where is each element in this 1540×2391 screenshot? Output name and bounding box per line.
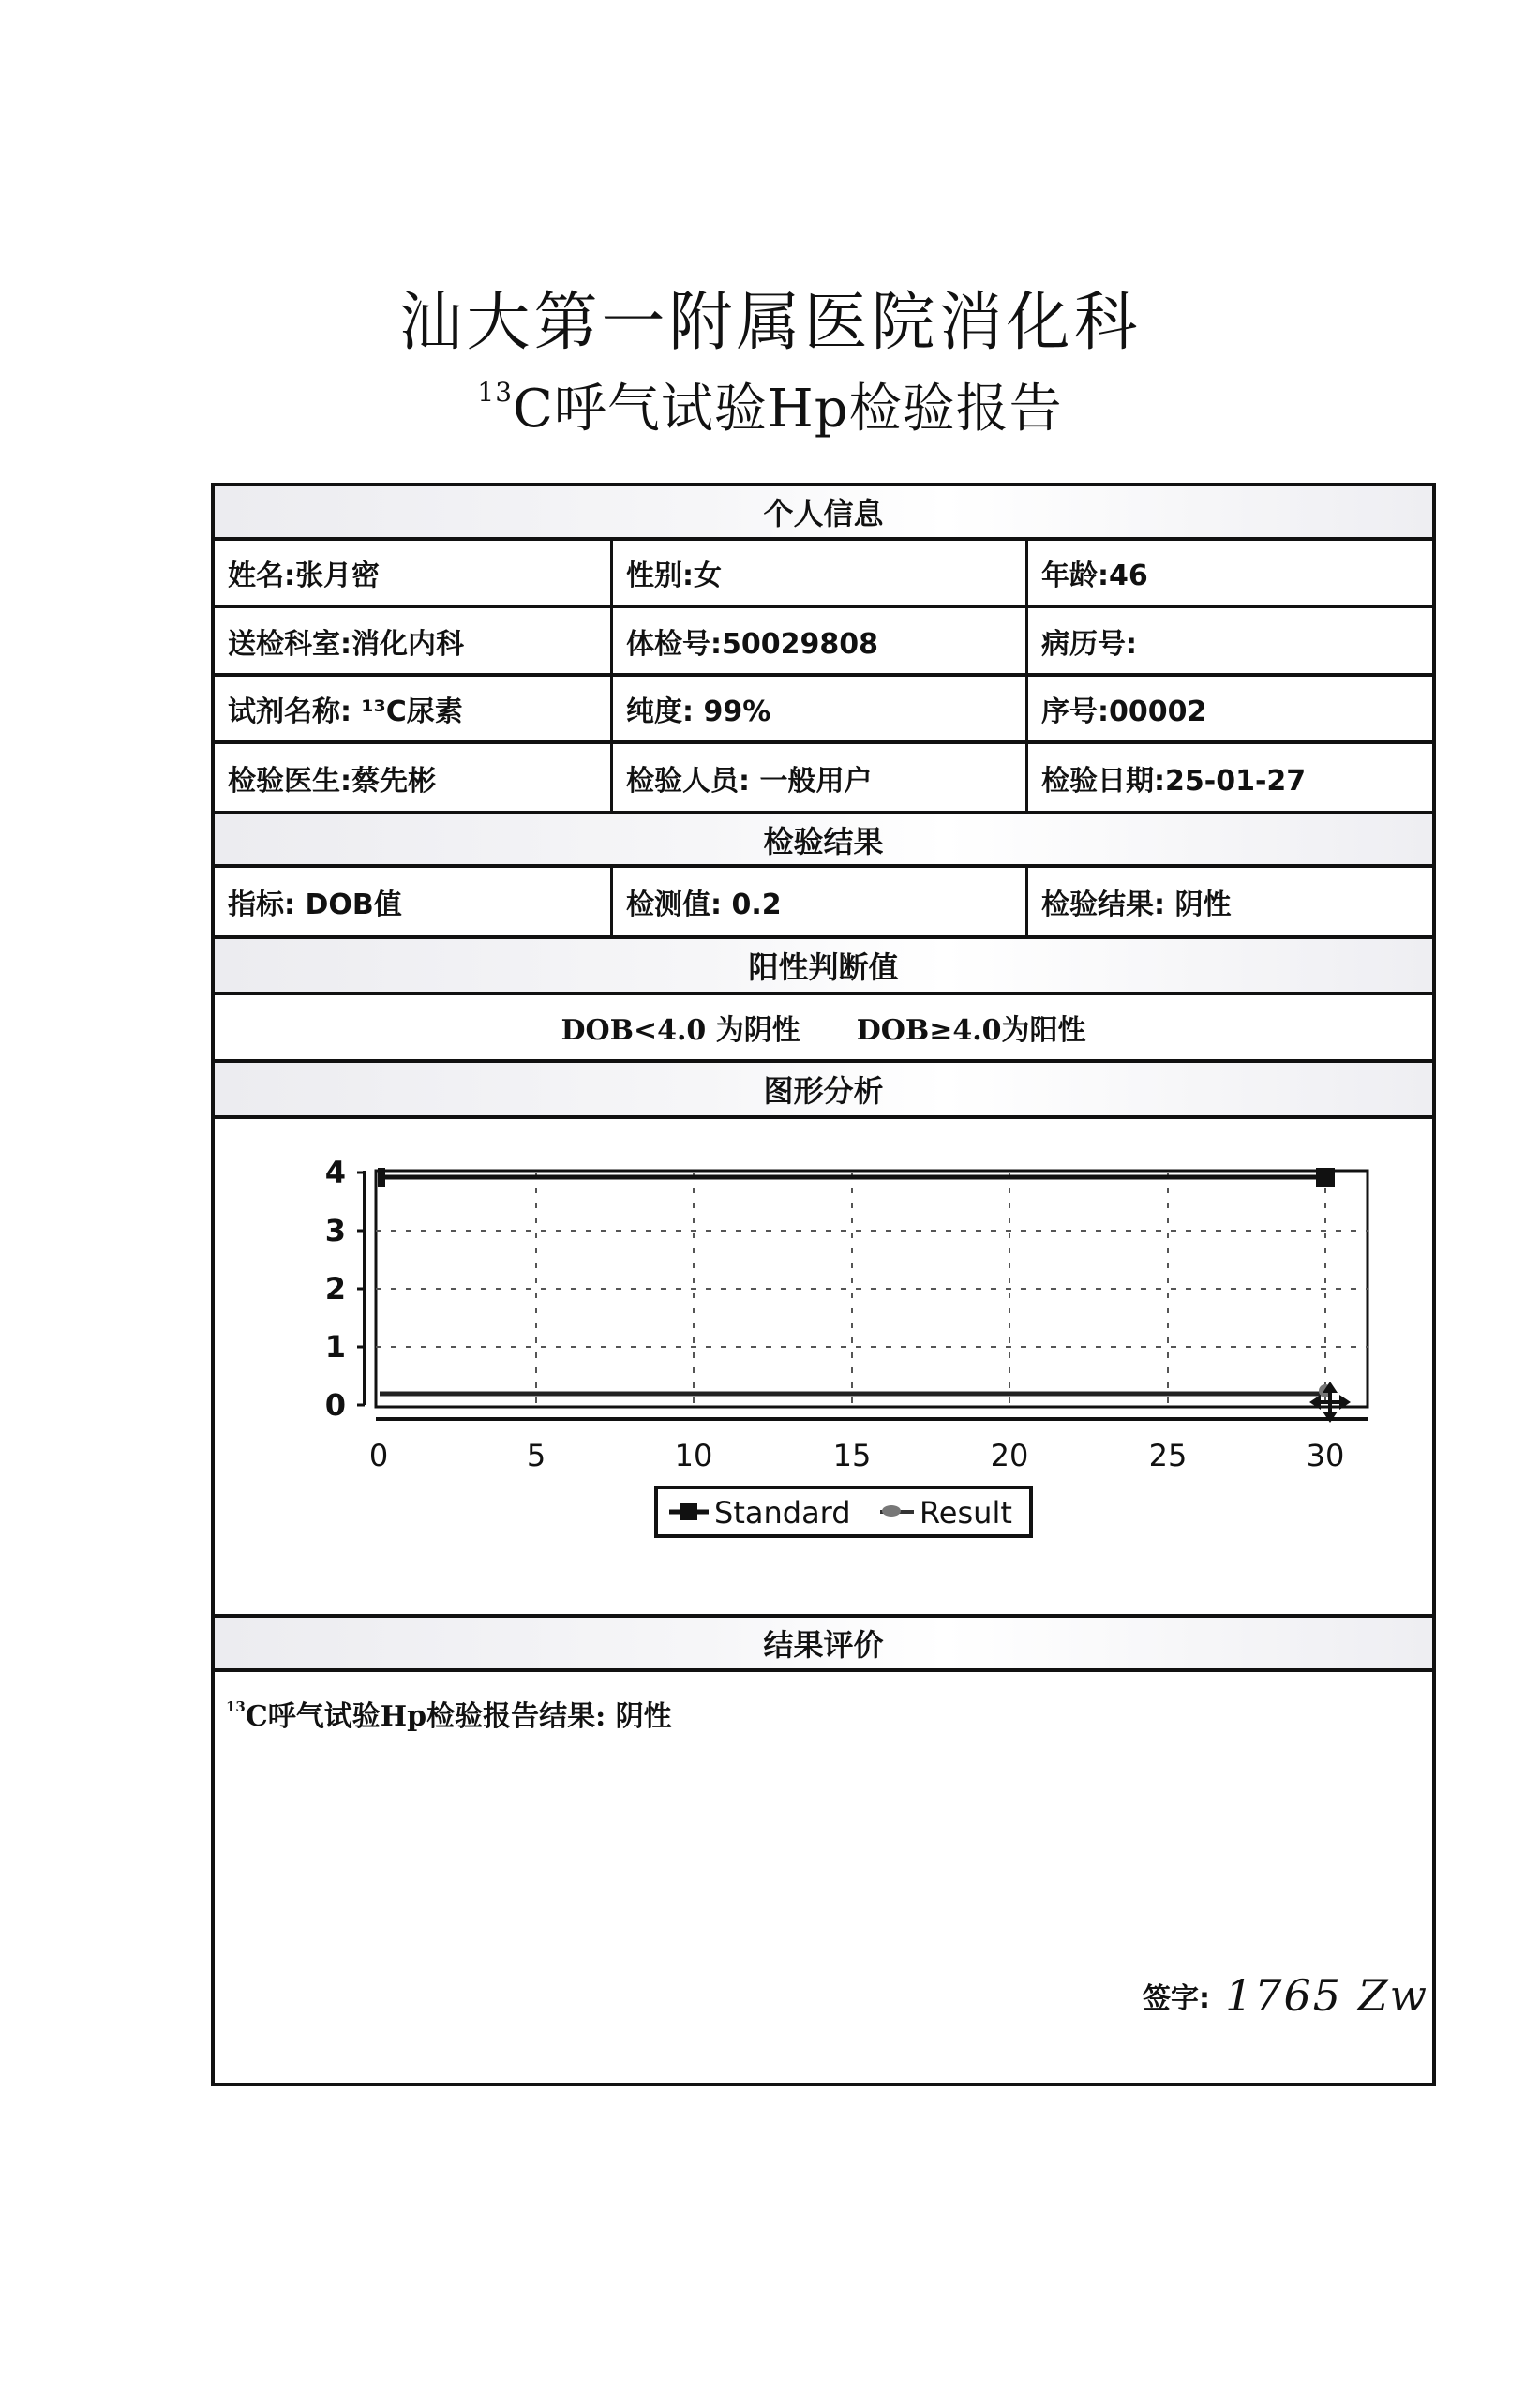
result-field: 检验结果: 阴性 bbox=[1041, 889, 1232, 921]
isotope-superscript: 13 bbox=[226, 1698, 246, 1716]
chart-legend bbox=[656, 1487, 1031, 1536]
evaluation-text bbox=[226, 1693, 672, 1734]
section-title: 结果评价 bbox=[763, 1627, 884, 1663]
isotope-superscript: 13 bbox=[477, 377, 514, 409]
svg-text:30: 30 bbox=[1306, 1438, 1345, 1473]
info-row bbox=[215, 744, 1432, 814]
evaluation-conclusion: C呼气试验Hp检验报告结果: 阴性 bbox=[245, 1700, 672, 1733]
report-title-text: C呼气试验Hp检验报告 bbox=[513, 379, 1063, 440]
legend-result-label: Result bbox=[920, 1495, 1012, 1531]
chart-area bbox=[215, 1119, 1432, 1618]
svg-text:10: 10 bbox=[674, 1438, 713, 1473]
report-title bbox=[0, 367, 1540, 442]
signature: 1765 Zw bbox=[1225, 1970, 1429, 2021]
test-date-field: 检验日期:25-01-27 bbox=[1041, 764, 1307, 798]
info-row bbox=[215, 608, 1432, 677]
technician-field: 检验人员: 一般用户 bbox=[613, 744, 1028, 811]
name-field: 姓名:张月密 bbox=[215, 541, 613, 605]
negative-criterion: DOB<4.0 为阴性 bbox=[561, 1014, 800, 1047]
result-legend-marker bbox=[882, 1505, 901, 1517]
section-title: 阳性判断值 bbox=[748, 949, 899, 985]
svg-text:3: 3 bbox=[324, 1213, 346, 1248]
report-table bbox=[211, 483, 1436, 2086]
legend-standard-label: Standard bbox=[714, 1495, 851, 1531]
gender-field: 性别:女 bbox=[613, 541, 1028, 605]
section-criteria bbox=[215, 939, 1432, 995]
dob-line-chart bbox=[215, 1119, 1432, 1614]
sequence-field: 序号:00002 bbox=[1041, 695, 1207, 728]
standard-legend-marker bbox=[680, 1503, 697, 1520]
section-test-result bbox=[215, 814, 1432, 868]
evaluation-body bbox=[215, 1672, 1432, 2083]
positive-criterion: DOB≥4.0为阳性 bbox=[856, 1014, 1086, 1047]
section-evaluation bbox=[215, 1618, 1432, 1672]
svg-text:25: 25 bbox=[1148, 1438, 1188, 1473]
hospital-title: 汕大第一附属医院消化科 bbox=[398, 286, 1142, 360]
result-row bbox=[215, 868, 1432, 939]
section-graph bbox=[215, 1063, 1432, 1119]
section-title: 检验结果 bbox=[763, 823, 884, 859]
svg-text:1: 1 bbox=[324, 1329, 346, 1365]
x-tick-labels bbox=[369, 1438, 1345, 1473]
info-row bbox=[215, 677, 1432, 744]
measured-value-field: 检测值: 0.2 bbox=[613, 868, 1028, 935]
svg-text:20: 20 bbox=[990, 1438, 1029, 1473]
reagent-field: 试剂名称: ¹³C尿素 bbox=[215, 677, 613, 740]
svg-text:5: 5 bbox=[526, 1438, 546, 1473]
svg-text:0: 0 bbox=[368, 1438, 389, 1473]
department-field: 送检科室:消化内科 bbox=[215, 608, 613, 673]
svg-text:15: 15 bbox=[832, 1438, 872, 1473]
exam-number-field: 体检号:50029808 bbox=[613, 608, 1028, 673]
signature-label: 签字: bbox=[1143, 1982, 1210, 2015]
standard-marker bbox=[378, 1168, 385, 1187]
medical-record-field: 病历号: bbox=[1041, 627, 1137, 661]
section-title: 图形分析 bbox=[763, 1073, 884, 1109]
purity-field: 纯度: 99% bbox=[613, 677, 1028, 740]
indicator-field: 指标: DOB值 bbox=[215, 868, 613, 935]
svg-text:2: 2 bbox=[324, 1271, 346, 1307]
y-tick-labels bbox=[325, 1155, 346, 1423]
info-row bbox=[215, 541, 1432, 608]
section-title: 个人信息 bbox=[763, 496, 884, 531]
section-personal-info bbox=[215, 486, 1432, 541]
age-field: 年龄:46 bbox=[1041, 560, 1148, 592]
svg-text:0: 0 bbox=[324, 1387, 346, 1423]
criteria-row bbox=[215, 995, 1432, 1063]
standard-marker bbox=[1316, 1168, 1335, 1187]
svg-text:4: 4 bbox=[324, 1155, 346, 1190]
signature-block bbox=[1143, 1970, 1428, 2021]
doctor-field: 检验医生:蔡先彬 bbox=[215, 744, 613, 811]
